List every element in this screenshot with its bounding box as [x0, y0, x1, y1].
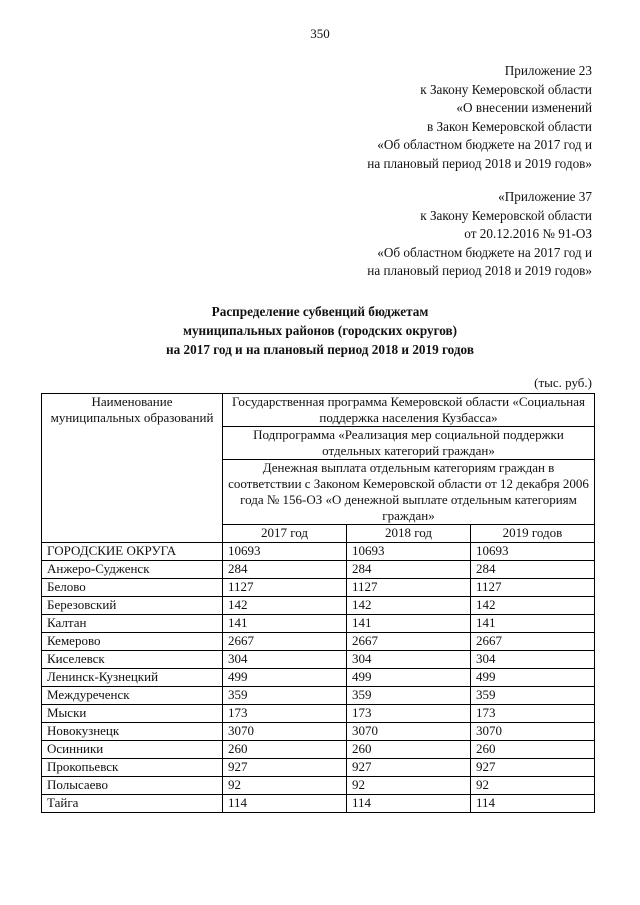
appendix-37-line: к Закону Кемеровской области: [420, 207, 592, 223]
value-2019-cell: 2667: [471, 633, 595, 651]
value-2018-cell: 927: [347, 759, 471, 777]
value-2018-cell: 10693: [347, 543, 471, 561]
value-2018-cell: 304: [347, 651, 471, 669]
value-2019-cell: 3070: [471, 723, 595, 741]
table-row: [42, 579, 595, 597]
value-2017-cell: 1127: [223, 579, 347, 597]
table-row: [42, 759, 595, 777]
value-2019-cell: 499: [471, 669, 595, 687]
subsidy-table: [41, 393, 595, 813]
document-title-line: на 2017 год и на плановый период 2018 и 2019 годов: [166, 342, 474, 357]
value-2019-cell: 10693: [471, 543, 595, 561]
appendix-23-header: [367, 62, 592, 174]
year-header-2019: 2019 годов: [471, 525, 595, 543]
municipality-name-cell: Прокопьевск: [42, 759, 223, 777]
table-row: [42, 723, 595, 741]
municipality-name-cell: Ленинск-Кузнецкий: [42, 669, 223, 687]
value-2017-cell: 927: [223, 759, 347, 777]
value-2018-cell: 173: [347, 705, 471, 723]
value-2018-cell: 1127: [347, 579, 471, 597]
appendix-37-header: [367, 188, 592, 281]
value-2018-cell: 499: [347, 669, 471, 687]
municipality-name-cell: Белово: [42, 579, 223, 597]
value-2018-cell: 284: [347, 561, 471, 579]
appendix-23-line: на плановый период 2018 и 2019 годов»: [367, 155, 592, 171]
appendix-23-line: «Об областном бюджете на 2017 год и: [377, 137, 592, 153]
value-2018-cell: 92: [347, 777, 471, 795]
municipality-name-cell: Осинники: [42, 741, 223, 759]
municipality-name-cell: Березовский: [42, 597, 223, 615]
value-2017-cell: 10693: [223, 543, 347, 561]
value-2019-cell: 142: [471, 597, 595, 615]
table-row: [42, 777, 595, 795]
value-2017-cell: 304: [223, 651, 347, 669]
value-2018-cell: 142: [347, 597, 471, 615]
value-2017-cell: 173: [223, 705, 347, 723]
municipality-name-cell: ГОРОДСКИЕ ОКРУГА: [42, 543, 223, 561]
table-row: [42, 669, 595, 687]
value-2017-cell: 499: [223, 669, 347, 687]
appendix-23-line: к Закону Кемеровской области: [420, 81, 592, 97]
value-2019-cell: 114: [471, 795, 595, 813]
table-row: [42, 651, 595, 669]
value-2019-cell: 92: [471, 777, 595, 795]
value-2019-cell: 359: [471, 687, 595, 705]
program-header: Государственная программа Кемеровской области «Социальная поддержка населения Кузбасса»: [223, 394, 595, 427]
appendix-37-line: «Об областном бюджете на 2017 год и: [377, 244, 592, 260]
value-2018-cell: 260: [347, 741, 471, 759]
value-2017-cell: 92: [223, 777, 347, 795]
table-row: [42, 597, 595, 615]
table-body: [42, 543, 595, 813]
table-row: [42, 633, 595, 651]
value-2019-cell: 1127: [471, 579, 595, 597]
municipality-name-cell: Междуреченск: [42, 687, 223, 705]
value-2017-cell: 284: [223, 561, 347, 579]
appendix-23-line: в Закон Кемеровской области: [427, 118, 592, 134]
table-row: [42, 705, 595, 723]
value-2017-cell: 114: [223, 795, 347, 813]
value-2019-cell: 927: [471, 759, 595, 777]
table-row-total: [42, 543, 595, 561]
table-row: [42, 561, 595, 579]
value-2017-cell: 141: [223, 615, 347, 633]
value-2019-cell: 260: [471, 741, 595, 759]
table-row: [42, 687, 595, 705]
document-title-line: муниципальных районов (городских округов): [182, 323, 458, 338]
value-2017-cell: 2667: [223, 633, 347, 651]
municipality-name-cell: Киселевск: [42, 651, 223, 669]
municipality-name-cell: Тайга: [42, 795, 223, 813]
municipality-name-cell: Кемерово: [42, 633, 223, 651]
municipality-name-cell: Новокузнецк: [42, 723, 223, 741]
unit-note: (тыс. руб.): [534, 375, 592, 390]
value-2017-cell: 359: [223, 687, 347, 705]
appendix-37-line: от 20.12.2016 № 91-ОЗ: [464, 226, 592, 242]
year-header-2018: 2018 год: [347, 525, 471, 543]
appendix-37-line: «Приложение 37: [498, 189, 592, 204]
appendix-23-line: «О внесении изменений: [456, 100, 592, 116]
value-2019-cell: 173: [471, 705, 595, 723]
table-row: [42, 615, 595, 633]
municipality-name-cell: Анжеро-Судженск: [42, 561, 223, 579]
measure-header: Денежная выплата отдельным категориям граждан в соответствии с Законом Кемеровской области от 12 декабря 2006 года № 156-ОЗ «О денежной выплате отдельным категориям граждан»: [223, 460, 595, 525]
table-header-row: [42, 394, 595, 427]
table-row: [42, 795, 595, 813]
document-title-line: Распределение субвенций бюджетам: [211, 304, 429, 319]
appendix-37-line: на плановый период 2018 и 2019 годов»: [367, 263, 592, 279]
page-number: 350: [310, 26, 330, 41]
value-2017-cell: 260: [223, 741, 347, 759]
value-2019-cell: 284: [471, 561, 595, 579]
value-2019-cell: 304: [471, 651, 595, 669]
name-column-header: Наименование муниципальных образований: [42, 394, 223, 543]
document-title: [0, 302, 640, 359]
value-2019-cell: 141: [471, 615, 595, 633]
subprogram-header: Подпрограмма «Реализация мер социальной поддержки отдельных категорий граждан»: [223, 427, 595, 460]
municipality-name-cell: Полысаево: [42, 777, 223, 795]
municipality-name-cell: Мыски: [42, 705, 223, 723]
municipality-name-cell: Калтан: [42, 615, 223, 633]
value-2018-cell: 141: [347, 615, 471, 633]
year-header-2017: 2017 год: [223, 525, 347, 543]
value-2018-cell: 114: [347, 795, 471, 813]
table-row: [42, 741, 595, 759]
value-2017-cell: 142: [223, 597, 347, 615]
value-2018-cell: 3070: [347, 723, 471, 741]
appendix-23-line: Приложение 23: [504, 63, 592, 78]
value-2017-cell: 3070: [223, 723, 347, 741]
value-2018-cell: 359: [347, 687, 471, 705]
value-2018-cell: 2667: [347, 633, 471, 651]
